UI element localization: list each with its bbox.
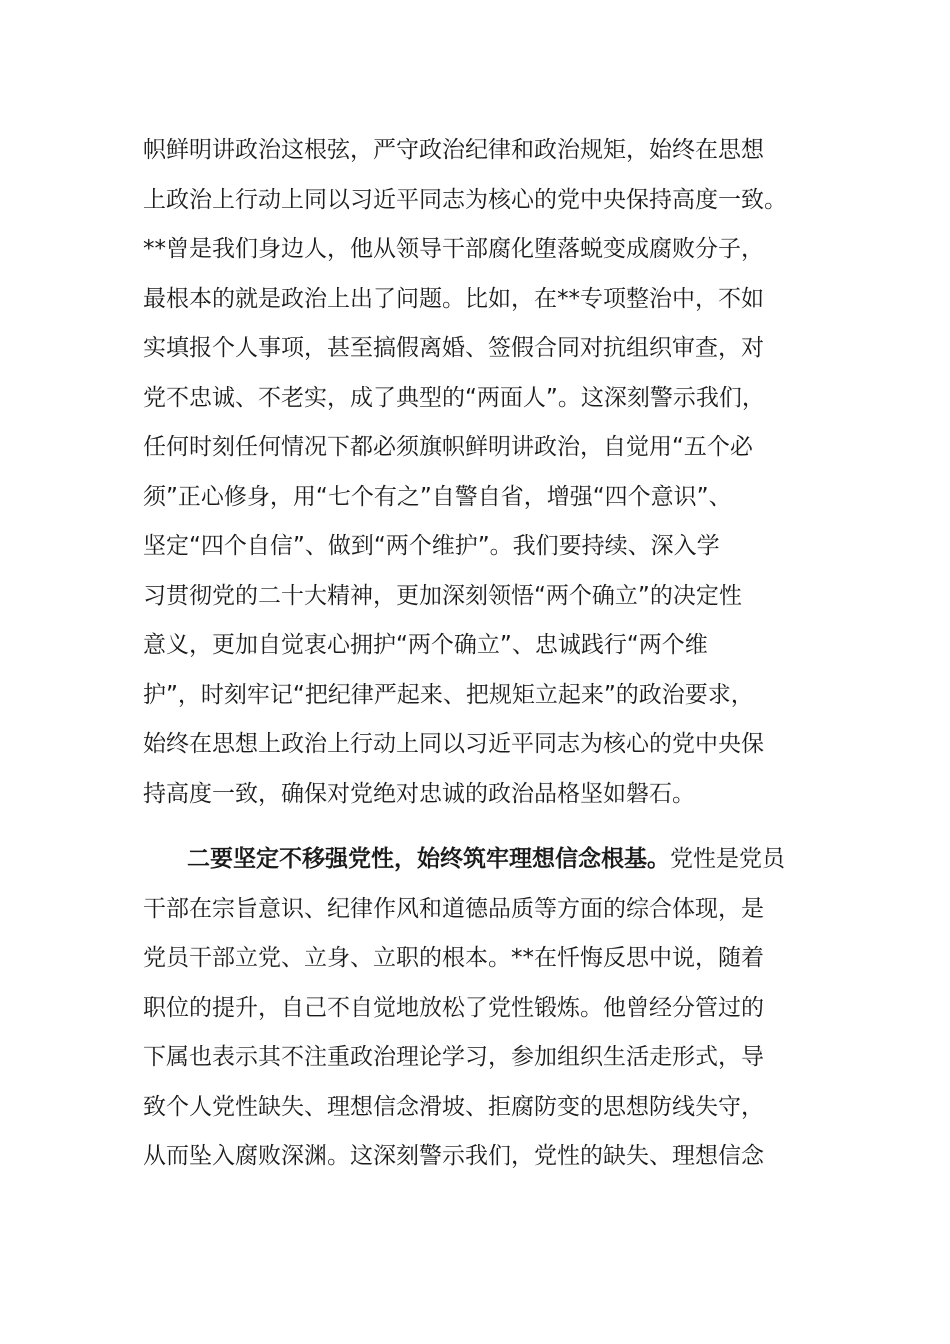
text-line: 护”，时刻牢记“把纪律严起来、把规矩立起来”的政治要求， <box>143 681 754 708</box>
text-line: 任何时刻任何情况下都必须旗帜鲜明讲政治，自觉用“五个必 <box>143 434 753 460</box>
text-line: 须”正心修身，用“七个有之”自警自省，增强“四个意识”、 <box>143 483 732 510</box>
text-line: 实填报个人事项，甚至搞假离婚、签假合同对抗组织审查，对 <box>143 335 764 361</box>
text-line: 党不忠诚、不老实，成了典型的“两面人”。这深刻警示我们， <box>143 384 765 411</box>
text-line: 上政治上行动上同以习近平同志为核心的党中央保持高度一致。 <box>143 186 787 213</box>
text-line: 习贯彻党的二十大精神，更加深刻领悟“两个确立”的决定性 <box>143 582 742 609</box>
text-line: 坚定“四个自信”、做到“两个维护”。我们要持续、深入学 <box>143 533 720 559</box>
text-line: 帜鲜明讲政治这根弦，严守政治纪律和政治规矩，始终在思想 <box>143 137 764 163</box>
text-line: 下属也表示其不注重政治理论学习，参加组织生活走形式，导 <box>143 1044 764 1070</box>
text-line: 从而坠入腐败深渊。这深刻警示我们，党性的缺失、理想信念 <box>143 1143 764 1169</box>
text-line: 最根本的就是政治上出了问题。比如，在**专项整治中，不如 <box>143 285 764 312</box>
text-line: 干部在宗旨意识、纪律作风和道德品质等方面的综合体现，是 <box>143 895 764 922</box>
text-line: 持高度一致，确保对党绝对忠诚的政治品格坚如磐石。 <box>143 780 695 807</box>
text-line-rest: 党性是党员 <box>670 846 785 872</box>
text-line: 意义，更加自觉衷心拥护“两个确立”、忠诚践行“两个维 <box>143 632 708 658</box>
text-line-first <box>143 835 823 885</box>
paragraph-party-spirit <box>143 835 823 1182</box>
text-line: 始终在思想上政治上行动上同以习近平同志为核心的党中央保 <box>143 731 764 757</box>
section-heading: 二要坚定不移强党性，始终筑牢理想信念根基。 <box>187 846 670 872</box>
text-line: 职位的提升，自己不自觉地放松了党性锻炼。他曾经分管过的 <box>143 994 764 1021</box>
text-line: 党员干部立党、立身、立职的根本。**在忏悔反思中说，随着 <box>143 945 764 971</box>
text-line: **曾是我们身边人，他从领导干部腐化堕落蜕变成腐败分子， <box>143 236 764 262</box>
text-line: 致个人党性缺失、理想信念滑坡、拒腐防变的思想防线失守， <box>143 1093 764 1120</box>
paragraph-political-loyalty <box>143 126 823 819</box>
